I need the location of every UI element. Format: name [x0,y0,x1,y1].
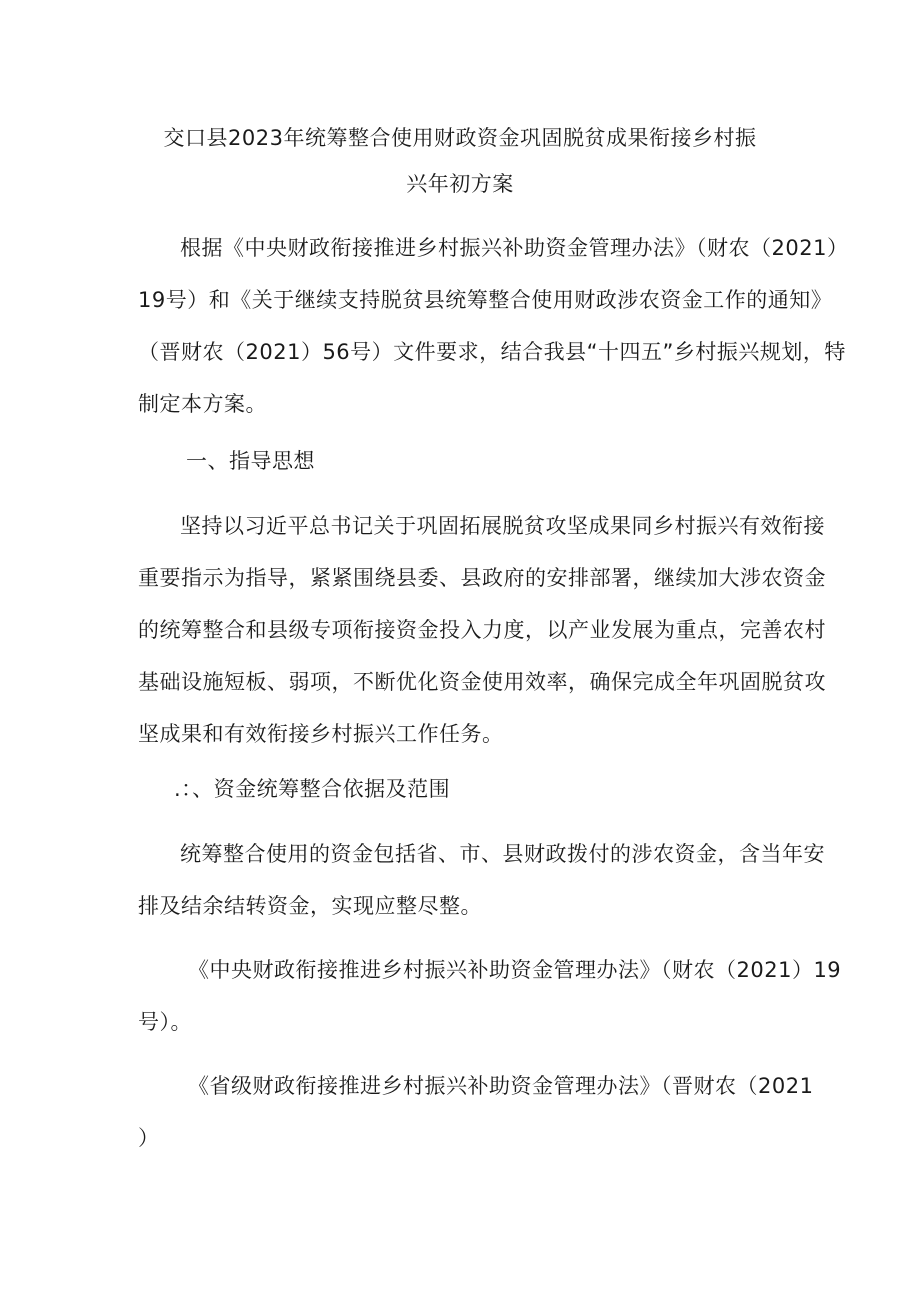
paragraph-line: 排及结余结转资金，实现应整尽整。 [138,894,482,918]
paragraph-line: 号）。 [138,1010,192,1034]
paragraph-line: 19号）和《关于继续支持脱贫县统筹整合使用财政涉农资金工作的通知》 [138,288,833,312]
provincial-measures-paragraph [138,1060,814,1164]
paragraph-line: 重要指示为指导，紧紧围绕县委、县政府的安排部署，继续加大涉农资金 [138,566,826,590]
paragraph-line: ） [138,1126,160,1150]
fund-scope-paragraph [138,828,825,932]
paragraph-line: 制定本方案。 [138,392,267,416]
paragraph-line: 根据《中央财政衔接推进乡村振兴补助资金管理办法》（财农（2021） [180,236,849,260]
section-heading: .：、资金统筹整合依据及范围 [174,777,451,801]
paragraph-line: 统筹整合使用的资金包括省、市、县财政拨付的涉农资金，含当年安 [180,842,825,866]
section-1-heading-block [138,435,798,487]
guiding-ideology-paragraph [138,500,826,760]
paragraph-line: 基础设施短板、弱项，不断优化资金使用效率，确保完成全年巩固脱贫攻 [138,670,826,694]
section-heading: 一、指导思想 [186,449,315,473]
section-2-heading-block [138,763,798,815]
paragraph-line: 《省级财政衔接推进乡村振兴补助资金管理办法》（晋财农（2021 [188,1074,814,1098]
paragraph-line: 的统筹整合和县级专项衔接资金投入力度，以产业发展为重点，完善农村 [138,618,826,642]
paragraph-line: （晋财农（2021）56号）文件要求，结合我县“十四五”乡村振兴规划，特 [138,340,846,364]
paragraph-line: 坚持以习近平总书记关于巩固拓展脱贫攻坚成果同乡村振兴有效衔接 [180,514,825,538]
paragraph-line: 坚成果和有效衔接乡村振兴工作任务。 [138,722,504,746]
intro-paragraph [138,222,849,430]
paragraph-line: 《中央财政衔接推进乡村振兴补助资金管理办法》（财农（2021）19 [188,958,842,982]
document-title-line-1: 交口县2023年统筹整合使用财政资金巩固脱贫成果衔接乡村振 [163,126,757,150]
document-title-line-2: 兴年初方案 [406,172,514,196]
central-measures-paragraph [138,944,842,1048]
